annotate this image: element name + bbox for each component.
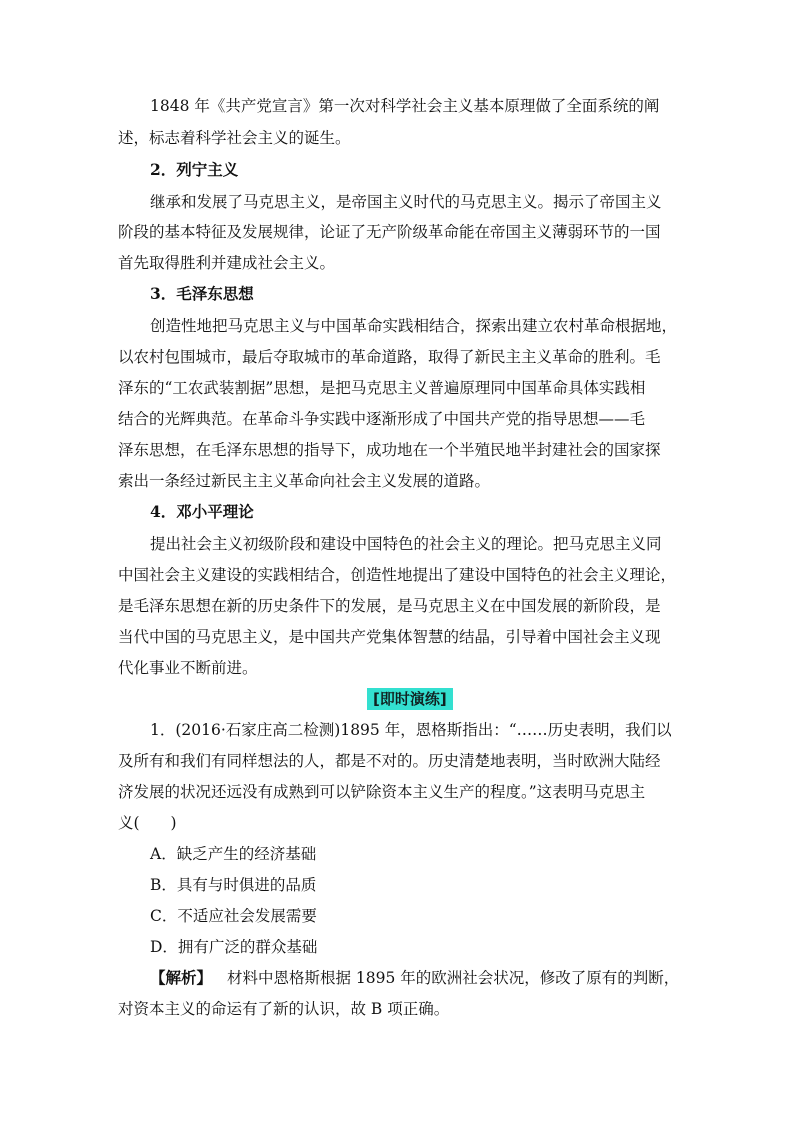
text-line: 结合的光辉典范。在革命斗争实践中逐渐形成了中国共产党的指导思想——毛 [118,410,646,428]
option-a: A．缺乏产生的经济基础 [150,845,317,863]
text-line: 代化事业不断前进。 [118,659,258,677]
analysis-line [150,968,710,988]
text-line: 继承和发展了马克思主义，是帝国主义时代的马克思主义。揭示了帝国主义 [150,193,662,211]
text-line: 提出社会主义初级阶段和建设中国特色的社会主义的理论。把马克思主义同 [150,535,662,553]
option-c: C．不适应社会发展需要 [150,907,317,925]
question-line: 义( ) [118,814,177,832]
text-line: 泽东思想，在毛泽东思想的指导下，成功地在一个半殖民地半封建社会的国家探 [118,441,661,459]
practice-banner: [即时演练] [367,688,453,710]
text-line: 泽东的“工农武装割据”思想，是把马克思主义普遍原理同中国革命具体实践相 [118,379,646,397]
text-line: 以农村包围城市，最后夺取城市的革命道路，取得了新民主主义革命的胜利。毛 [118,348,661,366]
text-line: 是毛泽东思想在新的历史条件下的发展，是马克思主义在中国发展的新阶段，是 [118,597,661,615]
text-line: 1848 年《共产党宣言》第一次对科学社会主义基本原理做了全面系统的阐 [150,97,660,115]
text-line: 阶段的基本特征及发展规律，论证了无产阶级革命能在帝国主义薄弱环节的一国 [118,223,661,241]
text-line: 当代中国的马克思主义，是中国共产党集体智慧的结晶，引导着中国社会主义现 [118,628,661,646]
text-line: 索出一条经过新民主主义革命向社会主义发展的道路。 [118,472,491,490]
section-heading: 2．列宁主义 [150,160,239,179]
text-line: 述，标志着科学社会主义的诞生。 [118,129,351,147]
text-line: 中国社会主义建设的实践相结合，创造性地提出了建设中国特色的社会主义理论， [118,566,677,584]
question-line: 济发展的状况还远没有成熟到可以铲除资本主义生产的程度。”这表明马克思主 [118,783,646,801]
option-d: D．拥有广泛的群众基础 [150,938,318,956]
section-heading: 4．邓小平理论 [150,502,254,521]
analysis-text: 材料中恩格斯根据 1895 年的欧洲社会状况，修改了原有的判断， [226,969,680,987]
question-line: 1．(2016·石家庄高二检测)1895 年，恩格斯指出：“……历史表明，我们以 [150,721,672,739]
section-heading: 3．毛泽东思想 [150,284,254,303]
question-line: 及所有和我们有同样想法的人，都是不对的。历史清楚地表明，当时欧洲大陆经 [118,752,661,770]
text-line: 首先取得胜利并建成社会主义。 [118,254,336,272]
analysis-label: 【解析】 [150,968,213,987]
option-b: B．具有与时俱进的品质 [150,876,317,894]
analysis-line: 对资本主义的命运有了新的认识，故 B 项正确。 [118,1000,450,1018]
text-line: 创造性地把马克思主义与中国革命实践相结合，探索出建立农村革命根据地， [150,317,678,335]
